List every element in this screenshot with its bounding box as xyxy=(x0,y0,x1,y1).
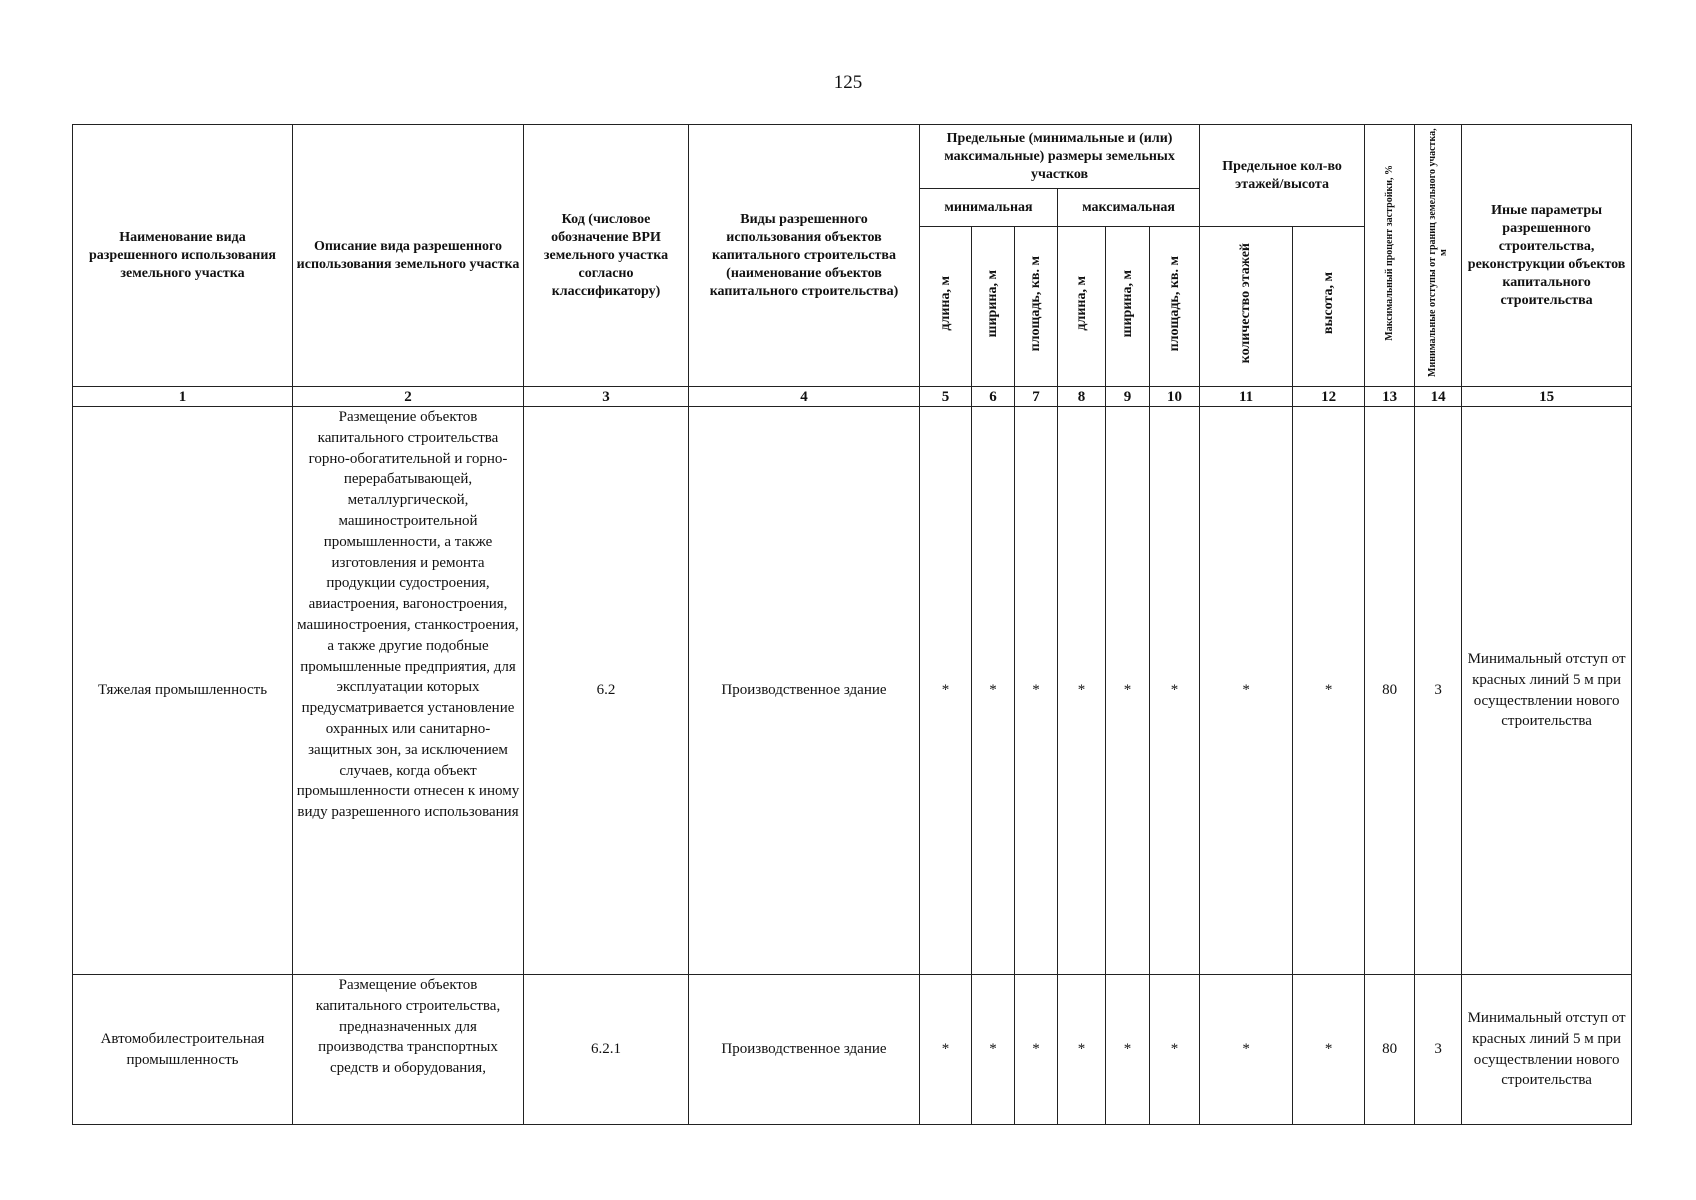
min-length-value: * xyxy=(920,407,972,975)
min-length-value: * xyxy=(920,975,972,1125)
header-min-length xyxy=(920,227,972,387)
land-use-code: 6.2.1 xyxy=(524,975,689,1125)
max-area-value: * xyxy=(1150,407,1200,975)
header-row-1 xyxy=(73,125,1632,189)
header-floor-count-label: количество этажей xyxy=(1238,243,1254,364)
header-min-group: минимальная xyxy=(920,189,1058,227)
object-type: Производственное здание xyxy=(689,407,920,975)
land-use-description: Размещение объектов капитального строительства горно-обогатительной и горно-перерабатывающей, металлургической, машиностроительной промышленности, а также изготовления и ремонта продукции судостроения, авиастроения, вагоностроения, машиностроения, станкостроения, а также другие подобные промышленные предприятия, для эксплуатации которых предусматривается установление охранных или санитарно-защитных зон, за исключением случаев, когда объект промышленности отнесен к иному виду разрешенного использования xyxy=(293,407,524,975)
header-max-coverage-label: Максимальный процент застройки, % xyxy=(1384,164,1396,341)
min-setback-value: 3 xyxy=(1415,407,1462,975)
object-type: Производственное здание xyxy=(689,975,920,1125)
header-land-size-limits: Предельные (минимальные и (или) максимальные) размеры земельных участков xyxy=(920,125,1200,189)
max-width-value: * xyxy=(1106,975,1150,1125)
column-number-row xyxy=(73,387,1632,407)
min-width-value: * xyxy=(972,407,1015,975)
column-number: 14 xyxy=(1415,387,1462,407)
header-land-use-description: Описание вида разрешенного использования земельного участка xyxy=(293,125,524,387)
max-area-value: * xyxy=(1150,975,1200,1125)
column-number: 7 xyxy=(1015,387,1058,407)
header-max-area xyxy=(1150,227,1200,387)
column-number: 3 xyxy=(524,387,689,407)
header-height-label: высота, м xyxy=(1320,272,1336,335)
min-area-value: * xyxy=(1015,407,1058,975)
land-use-name: Автомобилестроительная промышленность xyxy=(73,975,293,1125)
header-min-length-label: длина, м xyxy=(937,276,953,331)
column-number: 13 xyxy=(1365,387,1415,407)
header-floor-count xyxy=(1200,227,1293,387)
header-other-params: Иные параметры разрешенного строительства, реконструкции объектов капитального строительства xyxy=(1462,125,1632,387)
height-value: * xyxy=(1293,407,1365,975)
header-max-length-label: длина, м xyxy=(1073,276,1089,331)
header-max-length xyxy=(1058,227,1106,387)
header-max-area-label: площадь, кв. м xyxy=(1166,255,1182,352)
min-width-value: * xyxy=(972,975,1015,1125)
column-number: 10 xyxy=(1150,387,1200,407)
header-height xyxy=(1293,227,1365,387)
column-number: 12 xyxy=(1293,387,1365,407)
header-floors-height: Предельное кол-во этажей/высота xyxy=(1200,125,1365,227)
column-number: 8 xyxy=(1058,387,1106,407)
header-min-width-label: ширина, м xyxy=(985,269,1000,338)
land-use-code: 6.2 xyxy=(524,407,689,975)
land-use-description: Размещение объектов капитального строительства, предназначенных для производства транспортных средств и оборудования, xyxy=(293,975,524,1125)
other-params-value: Минимальный отступ от красных линий 5 м при осуществлении нового строительства xyxy=(1462,407,1632,975)
max-coverage-value: 80 xyxy=(1365,975,1415,1125)
column-number: 6 xyxy=(972,387,1015,407)
floor-count-value: * xyxy=(1200,407,1293,975)
header-min-area-label: площадь, кв. м xyxy=(1028,255,1043,352)
header-min-width xyxy=(972,227,1015,387)
header-max-width-label: ширина, м xyxy=(1119,269,1135,338)
header-max-group: максимальная xyxy=(1058,189,1200,227)
column-number: 5 xyxy=(920,387,972,407)
column-number: 9 xyxy=(1106,387,1150,407)
min-area-value: * xyxy=(1015,975,1058,1125)
header-min-area xyxy=(1015,227,1058,387)
column-number: 11 xyxy=(1200,387,1293,407)
header-code: Код (числовое обозначение ВРИ земельного участка согласно классификатору) xyxy=(524,125,689,387)
min-setback-value: 3 xyxy=(1415,975,1462,1125)
regulations-table xyxy=(72,124,1632,1125)
header-min-setback xyxy=(1415,125,1462,387)
max-length-value: * xyxy=(1058,407,1106,975)
header-max-coverage xyxy=(1365,125,1415,387)
column-number: 2 xyxy=(293,387,524,407)
other-params-value: Минимальный отступ от красных линий 5 м при осуществлении нового строительства xyxy=(1462,975,1632,1125)
max-width-value: * xyxy=(1106,407,1150,975)
header-object-types: Виды разрешенного использования объектов капитального строительства (наименование объектов капитального строительства) xyxy=(689,125,920,387)
table-row xyxy=(73,407,1632,975)
table-row xyxy=(73,975,1632,1125)
max-coverage-value: 80 xyxy=(1365,407,1415,975)
max-length-value: * xyxy=(1058,975,1106,1125)
column-number: 4 xyxy=(689,387,920,407)
header-land-use-name: Наименование вида разрешенного использования земельного участка xyxy=(73,125,293,387)
column-number: 15 xyxy=(1462,387,1632,407)
height-value: * xyxy=(1293,975,1365,1125)
land-use-name: Тяжелая промышленность xyxy=(73,407,293,975)
floor-count-value: * xyxy=(1200,975,1293,1125)
header-max-width xyxy=(1106,227,1150,387)
page-number: 125 xyxy=(833,72,863,93)
header-min-setback-label: Минимальные отступы от границ земельного участка, м xyxy=(1427,128,1450,377)
column-number: 1 xyxy=(73,387,293,407)
